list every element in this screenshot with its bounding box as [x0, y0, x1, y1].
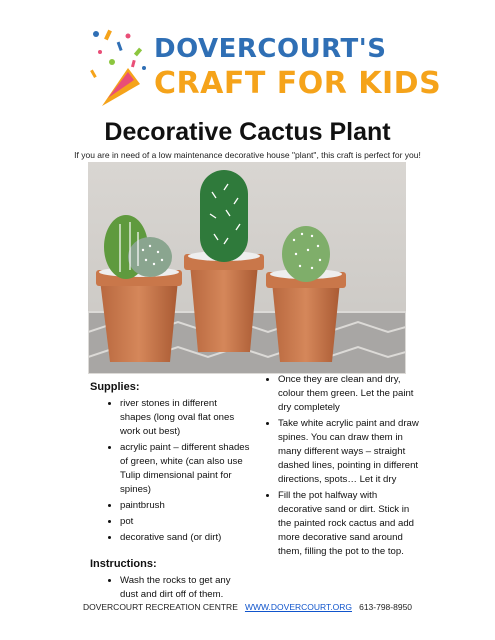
- list-item: • Once they are clean and dry, colour them green. Let the paint dry completely: [278, 373, 419, 415]
- logo-line2: CRAFT FOR KIDS: [154, 66, 442, 101]
- logo-line1: DOVERCOURT'S: [154, 34, 387, 64]
- instructions-heading: Instructions:: [90, 558, 157, 570]
- supplies-list: [90, 397, 250, 545]
- list-item: • Fill the pot halfway with decorative sand or dirt. Stick in the painted rock cactus and add more decorative sand around them, filling the pot to the top.: [278, 489, 419, 559]
- footer-phone: 613-798-8950: [359, 602, 413, 612]
- footer-centre-name: DOVERCOURT RECREATION CENTRE: [82, 602, 238, 612]
- footer-website-link[interactable]: WWW.DOVERCOURT.ORG: [244, 602, 352, 612]
- logo: [88, 28, 442, 110]
- footer: [0, 602, 495, 612]
- list-item: • acrylic paint – different shades of green, white (can also use Tulip dimensional paint for spines): [120, 441, 250, 497]
- supplies-column: [90, 380, 250, 604]
- instructions-continued-column: [254, 373, 419, 561]
- list-item: • paintbrush: [120, 499, 250, 513]
- list-item: • decorative sand (or dirt): [120, 531, 250, 545]
- page-subtitle: If you are in need of a low maintenance decorative house "plant", this craft is perfect for you!: [74, 150, 421, 160]
- supplies-heading: Supplies:: [90, 381, 140, 393]
- list-item: • Wash the rocks to get any dust and dirt off of them.: [120, 574, 250, 602]
- instructions-list-continued: [254, 373, 419, 559]
- confetti-icon: [88, 28, 154, 110]
- instructions-list: [90, 574, 250, 602]
- list-item: • pot: [120, 515, 250, 529]
- list-item: • Take white acrylic paint and draw spines. You can draw them in many different ways – straight dashed lines, pointing in different directions, spots… Let it dry: [278, 417, 419, 487]
- list-item: • river stones in different shapes (long oval flat ones work out best): [120, 397, 250, 439]
- cactus-photo: [88, 162, 406, 374]
- page-title: Decorative Cactus Plant: [104, 118, 391, 146]
